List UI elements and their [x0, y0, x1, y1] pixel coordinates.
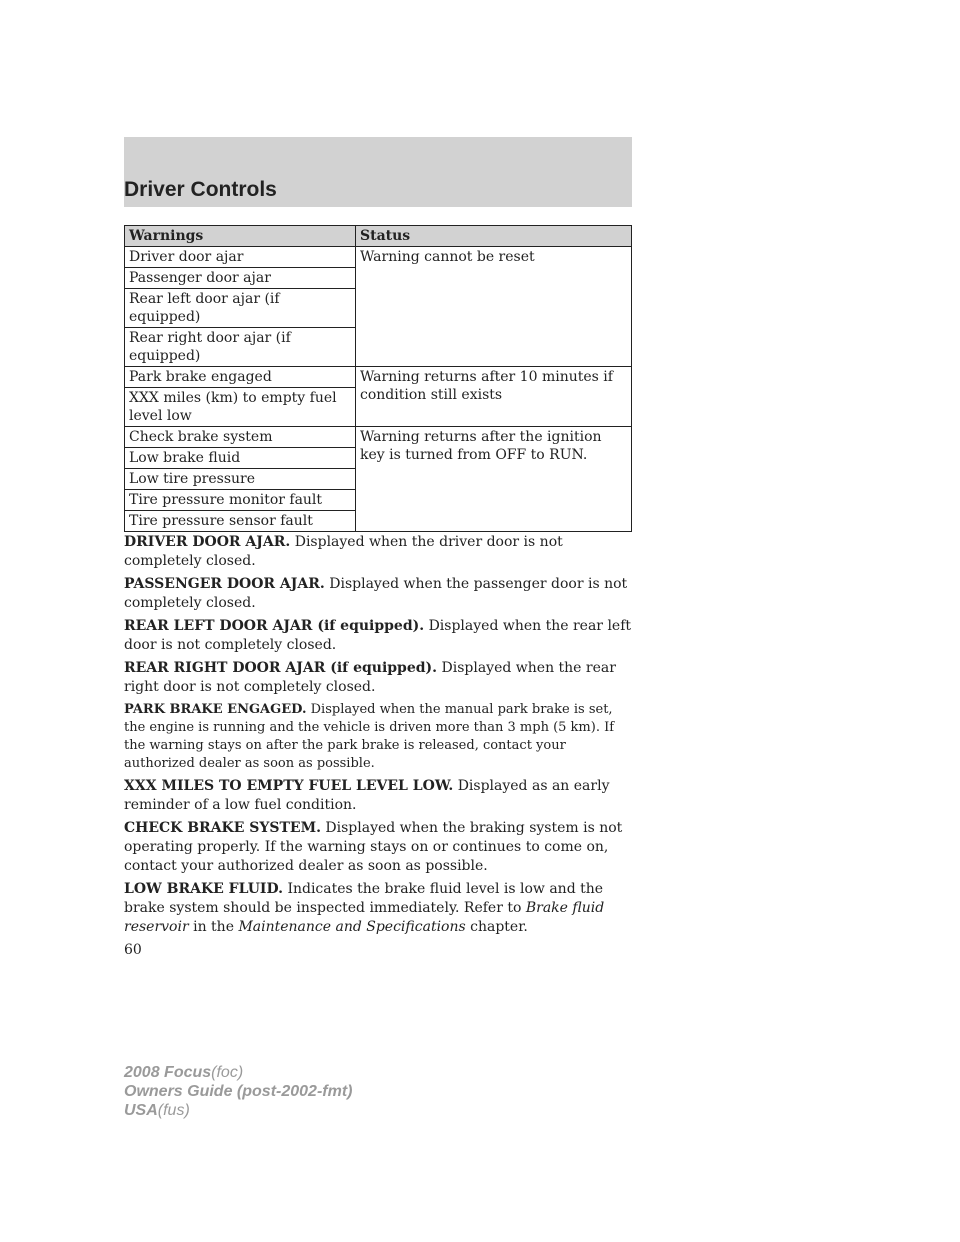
status-cell: Warning returns after the ignition key is turned from OFF to RUN. — [356, 427, 632, 532]
footer-line-market — [124, 1101, 352, 1120]
paragraph-body: Indicates the brake fluid level is low and the brake system should be inspected immediately. Refer to — [124, 881, 604, 916]
paragraph-body: chapter. — [470, 919, 528, 935]
column-header-warnings: Warnings — [125, 226, 356, 247]
paragraph-term: DRIVER DOOR AJAR. — [124, 534, 291, 550]
paragraph-check-brake — [124, 819, 636, 876]
table-header-row — [125, 226, 632, 247]
footer-guide: Owners Guide (post-2002-fmt) — [124, 1083, 353, 1100]
paragraph-body: Displayed when the rear right door is not completely closed. — [124, 660, 616, 695]
paragraph-body: Displayed as an early reminder of a low fuel condition. — [124, 778, 610, 813]
paragraph-term: CHECK BRAKE SYSTEM. — [124, 820, 321, 836]
warning-cell: Low tire pressure — [125, 469, 356, 490]
table-row — [125, 367, 632, 388]
warning-cell: Check brake system — [125, 427, 356, 448]
warning-cell: Tire pressure sensor fault — [125, 511, 356, 532]
paragraph-body: Displayed when the braking system is not operating properly. If the warning stays on or continues to come on, contact your authorized dealer as soon as possible. — [124, 820, 623, 874]
warning-cell: Driver door ajar — [125, 247, 356, 268]
reference-maintenance-chapter: Maintenance and Specifications — [238, 919, 466, 935]
status-cell: Warning cannot be reset — [356, 247, 632, 367]
footer-market: USA — [124, 1102, 158, 1119]
column-header-status: Status — [356, 226, 632, 247]
paragraph-body: in the — [193, 919, 234, 935]
paragraph-term: REAR RIGHT DOOR AJAR (if equipped). — [124, 660, 438, 676]
paragraph-term: PASSENGER DOOR AJAR. — [124, 576, 325, 592]
paragraph-driver-door — [124, 533, 636, 571]
footer-line-model — [124, 1063, 352, 1082]
paragraph-term: REAR LEFT DOOR AJAR (if equipped). — [124, 618, 425, 634]
warning-cell: Park brake engaged — [125, 367, 356, 388]
paragraph-body: Displayed when the driver door is not completely closed. — [124, 534, 563, 569]
paragraph-body: Displayed when the manual park brake is set, the engine is running and the vehicle is driven more than 3 mph (5 km). If the warning stays on after the park brake is released, contact your authorized dealer as soon as possible. — [124, 702, 615, 771]
warning-cell: Rear left door ajar (if equipped) — [125, 289, 356, 328]
footer-line-guide — [124, 1082, 352, 1101]
reference-brake-fluid-reservoir: Brake fluid reservoir — [124, 900, 605, 935]
paragraph-term: LOW BRAKE FLUID. — [124, 881, 283, 897]
paragraph-fuel-low — [124, 777, 636, 815]
paragraph-body: Displayed when the rear left door is not completely closed. — [124, 618, 632, 653]
footer-model: 2008 Focus — [124, 1064, 212, 1081]
warning-cell: Passenger door ajar — [125, 268, 356, 289]
paragraph-term: XXX MILES TO EMPTY FUEL LEVEL LOW. — [124, 778, 454, 794]
description-text — [124, 533, 636, 941]
warning-cell: XXX miles (km) to empty fuel level low — [125, 388, 356, 427]
paragraph-park-brake — [124, 701, 636, 773]
paragraph-rear-left-door — [124, 617, 636, 655]
footer-market-code: (fus) — [157, 1102, 190, 1119]
paragraph-body: Displayed when the passenger door is not completely closed. — [124, 576, 628, 611]
paragraph-rear-right-door — [124, 659, 636, 697]
paragraph-term: PARK BRAKE ENGAGED. — [124, 702, 307, 717]
table-row — [125, 247, 632, 268]
warnings-table — [124, 225, 632, 532]
page-number: 60 — [124, 942, 142, 958]
footer-model-code: (foc) — [211, 1064, 244, 1081]
table-row — [125, 427, 632, 448]
paragraph-low-brake-fluid — [124, 880, 636, 937]
warning-cell: Low brake fluid — [125, 448, 356, 469]
warning-cell: Tire pressure monitor fault — [125, 490, 356, 511]
document-footer — [124, 1063, 352, 1120]
paragraph-passenger-door — [124, 575, 636, 613]
status-cell: Warning returns after 10 minutes if condition still exists — [356, 367, 632, 427]
warning-cell: Rear right door ajar (if equipped) — [125, 328, 356, 367]
section-title: Driver Controls — [124, 178, 277, 201]
